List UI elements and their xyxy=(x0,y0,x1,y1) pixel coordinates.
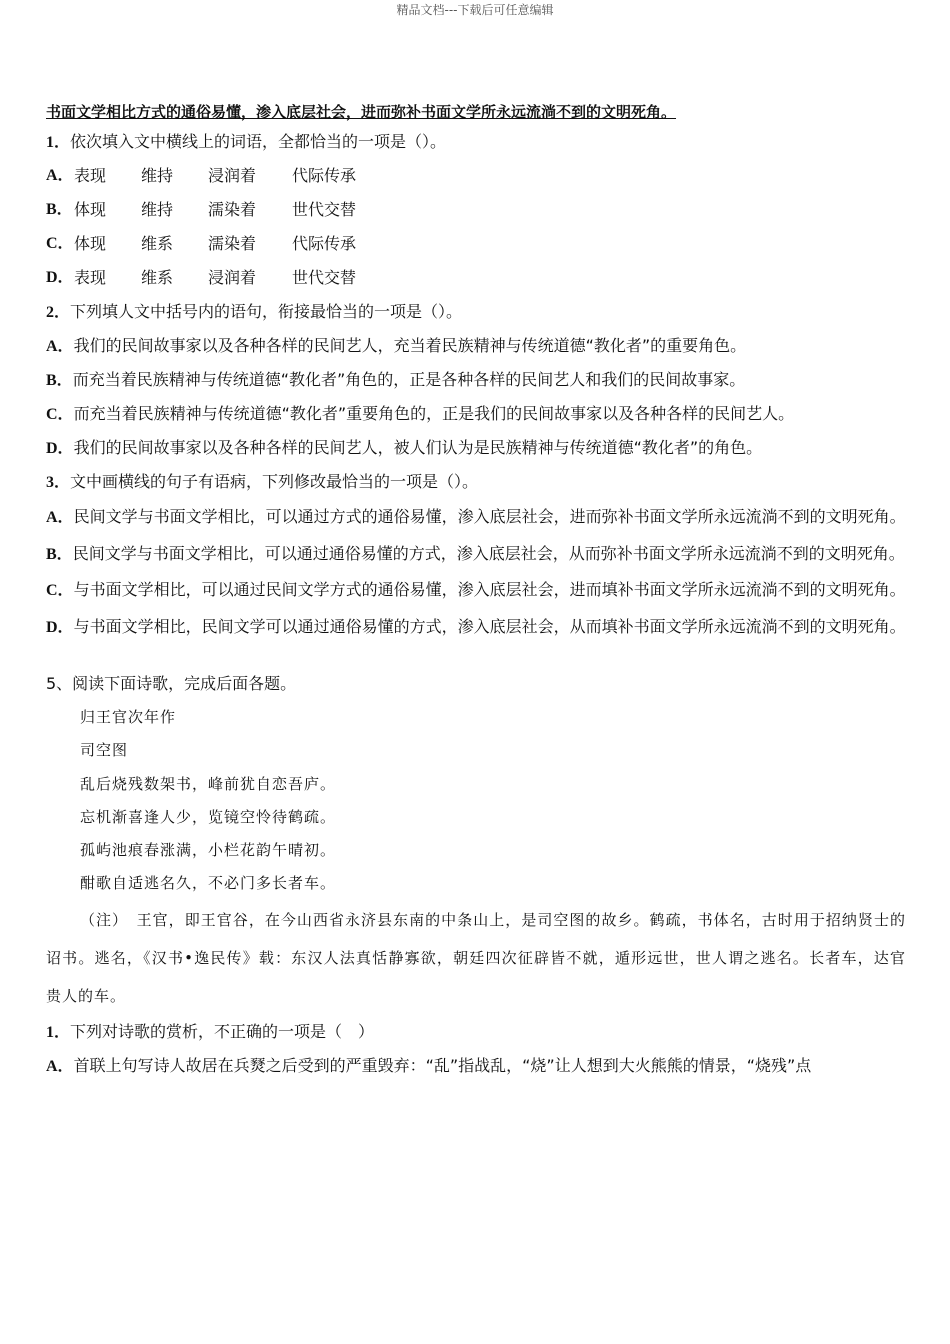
q1-option-c: C． 体现 维系 濡染着 代际传承 xyxy=(46,234,357,253)
poem-line: 酣歌自适逃名久，不必门多长者车。 xyxy=(80,874,337,893)
q2-option-b: B．而充当着民族精神与传统道德“教化者”角色的，正是各种各样的民间艺人和我们的民间故事家。 xyxy=(46,370,746,389)
q3-stem: 3．文中画横线的句子有语病，下列修改最恰当的一项是（）。 xyxy=(46,472,479,491)
q5-1-stem: 1．下列对诗歌的赏析，不正确的一项是（ ） xyxy=(46,1021,375,1041)
q3-option-a: A．民间文学与书面文学相比，可以通过方式的通俗易懂，渗入底层社会，进而弥补书面文学所永远流淌不到的文明死角。 xyxy=(46,507,906,526)
q3-option-b: B．民间文学与书面文学相比，可以通过通俗易懂的方式，渗入底层社会，从而弥补书面文学所永远流淌不到的文明死角。 xyxy=(46,543,905,563)
q1-option-a: A． 表现 维持 浸润着 代际传承 xyxy=(46,166,357,185)
poem-title: 归王官次年作 xyxy=(80,708,177,726)
q3-option-c: C．与书面文学相比，可以通过民间文学方式的通俗易懂，渗入底层社会，进而填补书面文学所永远流淌不到的文明死角。 xyxy=(46,580,906,599)
q5-stem: 5、阅读下面诗歌，完成后面各题。 xyxy=(46,674,297,693)
q2-option-c: C．而充当着民族精神与传统道德“教化者”重要角色的，正是我们的民间故事家以及各种各样的民间艺人。 xyxy=(46,404,795,423)
underlined-sentence: 书面文学相比方式的通俗易懂，渗入底层社会，进而弥补书面文学所永远流淌不到的文明死角。 xyxy=(46,103,677,121)
q2-option-a: A．我们的民间故事家以及各种各样的民间艺人，充当着民族精神与传统道德“教化者”的重要角色。 xyxy=(46,336,747,355)
q3-option-d: D．与书面文学相比，民间文学可以通过通俗易懂的方式，渗入底层社会，从而填补书面文学所永远流淌不到的文明死角。 xyxy=(46,616,906,636)
poem-line: 忘机渐喜逢人少，览镜空怜待鹤疏。 xyxy=(80,807,337,826)
q2-option-d: D．我们的民间故事家以及各种各样的民间艺人，被人们认为是民族精神与传统道德“教化者”的角色。 xyxy=(46,438,763,457)
q1-option-b: B． 体现 维持 濡染着 世代交替 xyxy=(46,200,357,219)
poem-line: 孤屿池痕春涨满，小栏花韵午晴初。 xyxy=(80,841,337,860)
poem-author: 司空图 xyxy=(80,741,129,760)
q2-stem: 2．下列填人文中括号内的语句，衔接最恰当的一项是（）。 xyxy=(46,302,463,321)
q1-stem: 1．依次填入文中横线上的词语，全都恰当的一项是（）。 xyxy=(46,132,447,151)
poem-line: 乱后烧残数架书，峰前犹自恋吾庐。 xyxy=(80,774,337,793)
document-body xyxy=(46,99,906,1083)
page-header: 精品文档---下载后可任意编辑 xyxy=(396,3,554,17)
q1-option-d: D． 表现 维系 浸润着 世代交替 xyxy=(46,268,357,287)
q5-1-option-a: A．首联上句写诗人故居在兵燹之后受到的严重毁弃：“乱”指战乱，“烧”让人想到大火熊熊的情景，“烧残”点 xyxy=(46,1055,812,1075)
poem-note: （注） 王官，即王官谷，在今山西省永济县东南的中条山上，是司空图的故乡。鹤疏，书体名，古时用于招纳贤士的诏书。逃名，《汉书•逸民传》载：东汉人法真恬静寡欲，朝廷四次征辟皆不就，遁形远世，世人谓之逃名。长者车，达官贵人的车。 xyxy=(46,910,906,1005)
